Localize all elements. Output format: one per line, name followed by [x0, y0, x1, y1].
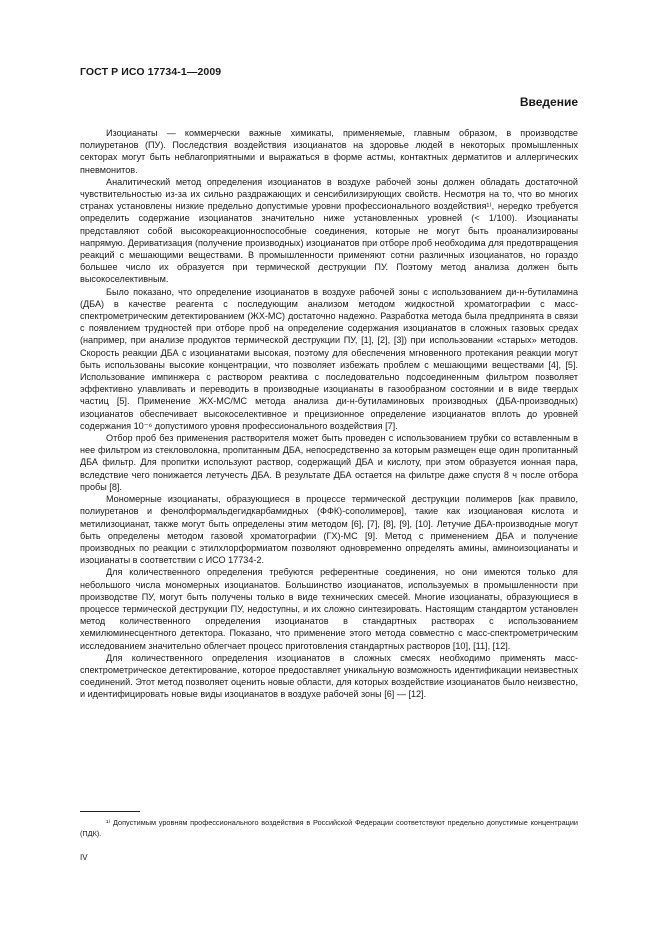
body-text [80, 127, 578, 701]
paragraph: Отбор проб без применения растворителя может быть проведен с использованием трубки со вставленным в нее фильтром из стекловолокна, пропитанным ДБА, непосредственно за которым размещен еще один пропитанный ДБА фильтр. Для пропитки используют раствор, содержащий ДБА и кислоту, при этом образуется ионная пара, вследствие чего понижается летучесть ДБА. В результате ДБА остается на фильтре даже спустя 8 ч после отбора пробы [8]. [80, 433, 578, 492]
paragraph: Для количественного определения требуются референтные соединения, но они имеются только для небольшого числа мономерных изоцианатов. Большинство изоцианатов, используемых в промышленности при производстве ПУ, могут быть получены только в виде технических смесей. Многие изоцианаты, образующиеся в процессе термической деструкции ПУ, недоступны, и их сложно синтезировать. Настоящим стандартом установлен метод количественного определения изоцианатов в стандартных растворах с использованием хемилюминесцентного детектора. Показано, что применение этого метода совместно с масс-спектрометрическим исследованием значительно облегчает процесс приготовления стандартных растворов [10], [11], [12]. [80, 567, 578, 651]
page-number: IV [80, 853, 88, 862]
paragraph: Было показано, что определение изоцианатов в воздухе рабочей зоны с использованием ди-н-бутиламина (ДБА) в качестве реагента с последующим анализом методом жидкостной хроматографии с масс-спектрометрическим детектированием (ЖХ-МС) достаточно надежно. Разработка метода была предпринята в связи с появлением трудностей при отборе проб на определение содержания изоцианатов в сложных газовых средах (например, при анализе продуктов термической деструкции ПУ, [1], [2], [3]) при использовании «старых» методов. Скорость реакции ДБА с изоцианатами высокая, поэтому для обеспечения мгновенного протекания реакции могут быть использованы высокие концентрации, что позволяет избежать проблем с мешающими веществами [4], [5]. Использование импинжера с раствором реактива с последовательно подсоединенным фильтром позволяет эффективно улавливать и переводить в производные изоцианаты в газообразном состоянии и в виде твердых частиц [5]. Применение ЖХ-МС/МС метода анализа ди-н-бутиламиновых производных (ДБА-производных) изоцианатов обеспечивает высокоселективное и прецизионное определение изоцианатов вплоть до уровней содержания 10⁻⁶ допустимого уровня профессионального воздействия [7]. [80, 286, 578, 431]
footnote-divider [80, 811, 140, 812]
paragraph: Изоцианаты — коммерчески важные химикаты, применяемые, главным образом, в производстве полиуретанов (ПУ). Последствия воздействия изоцианатов на здоровье людей в некоторых промышленных секторах могут быть неблагоприятными и выражаться в форме астмы, контактных дерматитов и аллергических пневмонитов. [80, 128, 578, 175]
paragraph: Для количественного определения изоцианатов в сложных смесях необходимо применять масс-спектрометрическое детектирование, которое предоставляет уникальную возможность идентификации неизвестных соединений. Этот метод позволяет оценить новые области, для которых воздействие изоцианатов было неизвестно, и идентифицировать новые виды изоцианатов в воздухе рабочей зоны [6] — [12]. [80, 652, 578, 700]
footnote: ¹⁾ Допустимым уровням профессионального воздействия в Российской Федерации соответствуют предельно допустимые концентрации (ПДК). [80, 818, 578, 838]
paragraph: Аналитический метод определения изоцианатов в воздухе рабочей зоны должен обладать достаточной чувствительностью из-за их сильно раздражающих и сенсибилизирующих свойств. Несмотря на то, что во многих странах установлены низкие предельно допустимые уровни профессионального воздействия¹⁾, нередко требуется определить содержание изоцианатов значительно ниже установленных уровней (< 1/100). Изоцианаты представляют собой высокореакционноспособные соединения, которые не могут быть проанализированы напрямую. Дериватизация (получение производных) изоцианатов при отборе проб необходима для предотвращения реакций с мешающими веществами. В промышленности применяют сотни различных изоцианатов, но гораздо большее число их образуется при термической деструкции ПУ. Поэтому метод анализа должен быть высокоселективным. [80, 176, 578, 285]
document-header: ГОСТ Р ИСО 17734-1—2009 [80, 66, 222, 78]
paragraph: Мономерные изоцианаты, образующиеся в процессе термической деструкции полимеров [как правило, полиуретанов и фенолформальдегидкарбамидных (ФФК)-сополимеров], такие как изоциановая кислота и метилизоцианат, также могут быть определены этим методом [6], [7], [8], [9], [10]. Летучие ДБА-производные могут быть определены методом газовой хроматографии (ГХ)-МС [9]. Метод с применением ДБА и получение производных по реакции с этилхлорформиатом позволяют одновременно определять амины, аминоизоцианаты и изоцианаты в соответствии с ИСО 17734-2. [80, 494, 578, 566]
section-title: Введение [519, 95, 578, 109]
